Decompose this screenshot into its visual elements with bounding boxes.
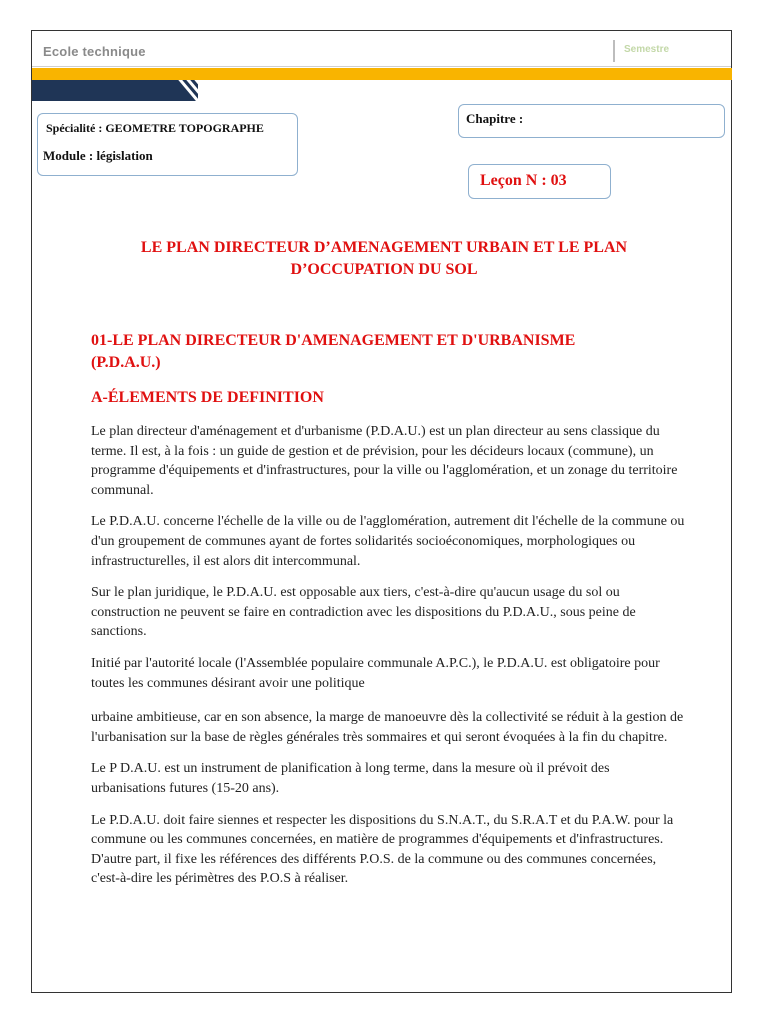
chapter-box <box>458 104 725 138</box>
specialty-module-box <box>37 113 298 176</box>
subsection-heading: A-ÉLEMENTS DE DEFINITION <box>91 389 324 406</box>
school-name: Ecole technique <box>43 44 146 59</box>
section-heading-line-2: (P.D.A.U.) <box>91 354 161 371</box>
accent-bar <box>32 68 732 80</box>
lesson-box <box>468 164 611 199</box>
paragraph: Le plan directeur d'aménagement et d'urbanisme (P.D.A.U.) est un plan directeur au sens classique du terme. Il est, à la fois : un guide de gestion et de prévision, pour les décideurs locaux (commune), un programme d'équipements et d'infrastructures, pour la ville ou l'agglomération, et un zonage du territoire communal. <box>91 424 678 498</box>
header-rule <box>32 66 731 67</box>
navy-band <box>32 80 198 101</box>
chapitre-label: Chapitre : <box>466 111 524 126</box>
specialite-label: Spécialité : GEOMETRE TOPOGRAPHE <box>46 121 264 135</box>
section-heading-line-1: 01-LE PLAN DIRECTEUR D'AMENAGEMENT ET D'URBANISME <box>91 332 576 349</box>
paragraph: urbaine ambitieuse, car en son absence, la marge de manoeuvre dès la collectivité se réduit à la gestion de l'urbanisation sur la base de règles générales très sommaires et qui seront évoquées à la fin du chapitre. <box>91 710 684 745</box>
title-line-1: LE PLAN DIRECTEUR D’AMENAGEMENT URBAIN ET LE PLAN <box>140 239 628 256</box>
lesson-label: Leçon N : 03 <box>480 172 567 189</box>
module-label: Module : législation <box>43 148 153 163</box>
document-title <box>80 237 688 281</box>
paragraph: Sur le plan juridique, le P.D.A.U. est opposable aux tiers, c'est-à-dire qu'aucun usage du sol ou construction ne peuvent se faire en contradiction avec les dispositions du P.D.A.U., sous peine de sanctions. <box>91 585 636 640</box>
header-divider <box>613 40 615 62</box>
paragraph: Le P.D.A.U. concerne l'échelle de la ville ou de l'agglomération, autrement dit l'échelle de la commune ou d'un groupement de communes ayant de fortes solidarités socioéconomiques, morphologiques ou infrastructurelles, il est alors dit intercommunal. <box>91 514 685 569</box>
paragraph: Le P D.A.U. est un instrument de planification à long terme, dans la mesure où il prévoit des urbanisations futures (15-20 ans). <box>91 761 610 796</box>
paragraph: Initié par l'autorité locale (l'Assemblée populaire communale A.P.C.), le P.D.A.U. est obligatoire pour toutes les communes désirant avoir une politique <box>91 655 660 691</box>
title-line-2: D’OCCUPATION DU SOL <box>290 261 478 278</box>
section-heading <box>91 330 681 374</box>
semester-label: Semestre <box>624 44 670 55</box>
body-text <box>91 422 687 901</box>
paragraph: Le P.D.A.U. doit faire siennes et respecter les dispositions du S.N.A.T., du S.R.A.T et du P.A.W. pour la commune ou les communes concernées, en matière de programmes d'équipements et d'infrastructures. D'autre part, il fixe les références des différents P.O.S. de la commune ou des communes concernées, c'est-à-dire les périmètres des P.O.S à réaliser. <box>91 812 674 887</box>
